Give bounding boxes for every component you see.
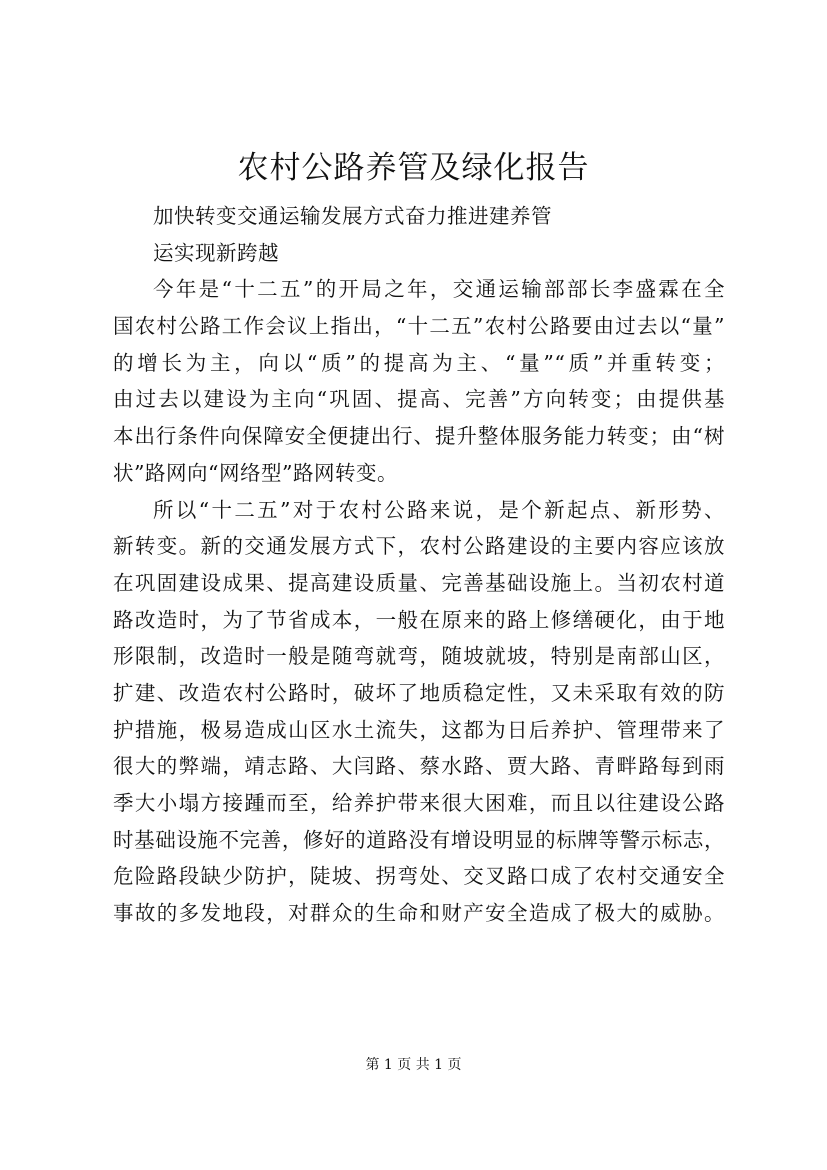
subtitle: [113, 198, 725, 271]
paragraph-line: 的增长为主，向以“质”的提高为主、“量”“质”并重转变；: [113, 350, 725, 375]
paragraph-2: [113, 492, 725, 932]
paragraph-line: 所以“十二五”对于农村公路来说，是个新起点、新形势、: [153, 497, 725, 522]
subtitle-line: 加快转变交通运输发展方式奋力推进建养管: [153, 204, 552, 228]
document-body: [113, 198, 725, 932]
paragraph-line: 状”路网向“网络型”路网转变。: [113, 460, 398, 485]
paragraph-line: 由过去以建设为主向“巩固、提高、完善”方向转变；由提供基: [113, 387, 725, 412]
document-title: 农村公路养管及绿化报告: [237, 150, 590, 186]
paragraph-line: 时基础设施不完善，修好的道路没有增设明显的标牌等警示标志，: [113, 827, 725, 852]
paragraph-line: 路改造时，为了节省成本，一般在原来的路上修缮硬化，由于地: [113, 607, 725, 632]
paragraph-line: 季大小塌方接踵而至，给养护带来很大困难，而且以往建设公路: [113, 791, 725, 815]
paragraph-line: 国农村公路工作会议上指出，“十二五”农村公路要由过去以“量”: [113, 314, 725, 339]
paragraph-line: 在巩固建设成果、提高建设质量、完善基础设施上。当初农村道: [113, 570, 725, 595]
paragraph-1: [113, 271, 725, 491]
paragraph-line: 事故的多发地段，对群众的生命和财产安全造成了极大的威胁。: [113, 901, 725, 926]
paragraph-line: 新转变。新的交通发展方式下，农村公路建设的主要内容应该放: [113, 534, 725, 559]
paragraph-line: 危险路段缺少防护，陡坡、拐弯处、交叉路口成了农村交通安全: [113, 864, 725, 889]
page-footer: 第 1 页 共 1 页: [365, 1057, 462, 1073]
paragraph-line: 扩建、改造农村公路时，破坏了地质稳定性，又未采取有效的防: [113, 680, 725, 705]
paragraph-line: 本出行条件向保障安全便捷出行、提升整体服务能力转变；由“树: [113, 424, 725, 449]
subtitle-line: 运实现新跨越: [153, 240, 279, 265]
paragraph-line: 护措施，极易造成山区水土流失，这都为日后养护、管理带来了: [113, 717, 725, 742]
paragraph-line: 形限制，改造时一般是随弯就弯，随坡就坡，特别是南部山区，: [113, 644, 725, 669]
paragraph-line: 很大的弊端，靖志路、大闫路、蔡水路、贾大路、青畔路每到雨: [113, 754, 725, 779]
paragraph-line: 今年是“十二五”的开局之年，交通运输部部长李盛霖在全: [153, 277, 725, 302]
